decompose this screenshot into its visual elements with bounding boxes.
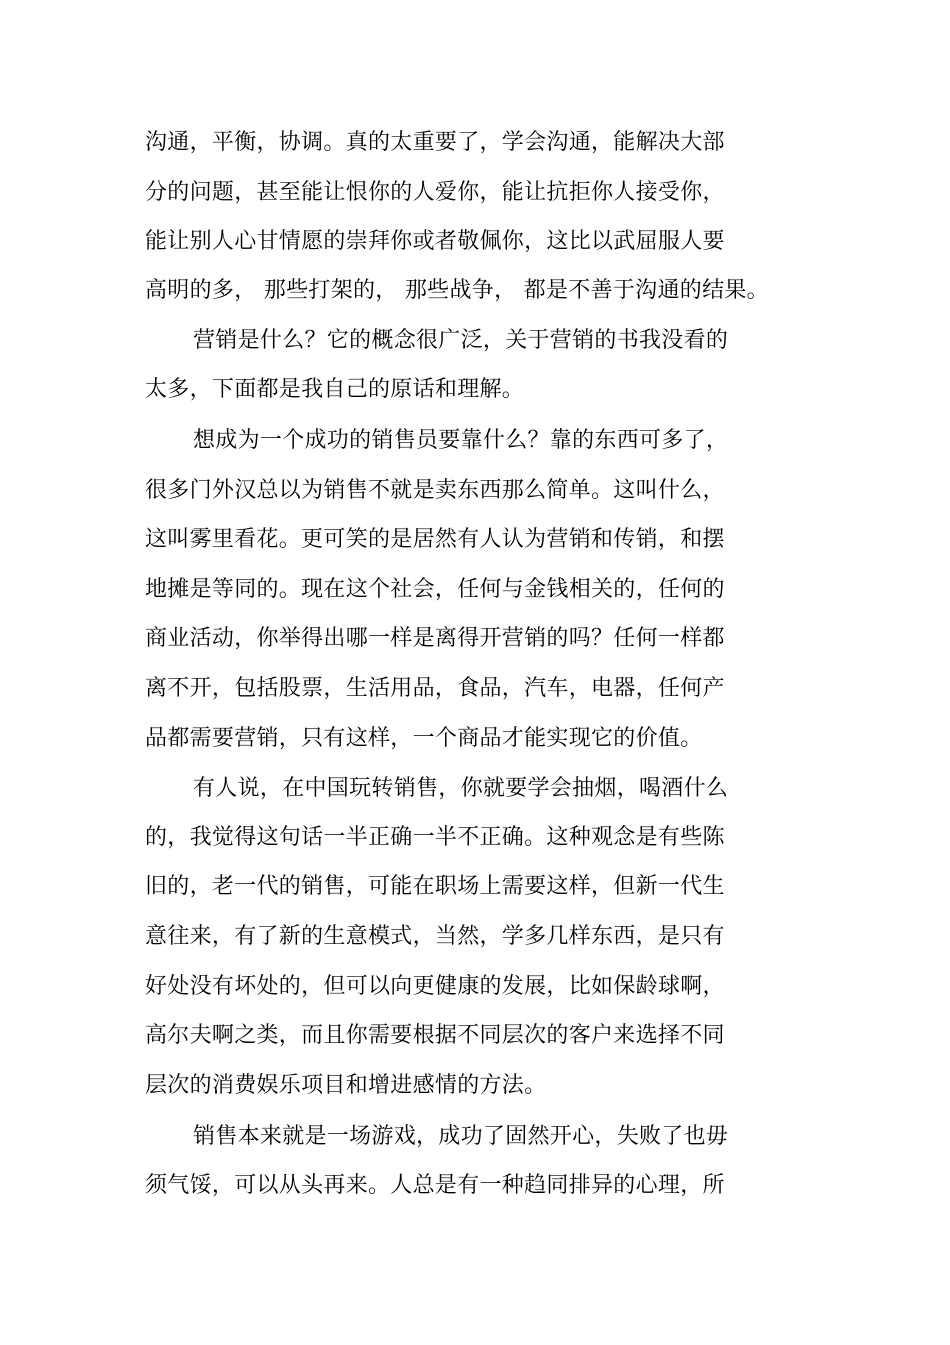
paragraph-first-line: 有人说，在中国玩转销售，你就要学会抽烟，喝酒什么 (193, 776, 729, 801)
text-line: 地摊是等同的。现在这个社会，任何与金钱相关的，任何的 (145, 577, 725, 602)
text-line: 分的问题，甚至能让恨你的人爱你，能让抗拒你人接受你， (145, 180, 725, 205)
text-line: 沟通，平衡，协调。真的太重要了，学会沟通，能解决大部 (145, 130, 725, 155)
text-line: 太多，下面都是我自己的原话和理解。 (145, 377, 525, 402)
paragraph-first-line: 销售本来就是一场游戏，成功了固然开心，失败了也毋 (193, 1124, 729, 1149)
text-line: 离不开，包括股票，生活用品，食品，汽车，电器，任何产 (145, 676, 725, 701)
text-line: 的，我觉得这句话一半正确一半不正确。这种观念是有些陈 (145, 825, 725, 850)
text-line: 很多门外汉总以为销售不就是卖东西那么简单。这叫什么， (145, 478, 725, 503)
text-line: 能让别人心甘情愿的崇拜你或者敬佩你，这比以武屈服人要 (145, 229, 725, 254)
text-line: 须气馁，可以从头再来。人总是有一种趋同排异的心理，所 (145, 1173, 725, 1198)
text-line: 好处没有坏处的，但可以向更健康的发展，比如保龄球啊， (145, 974, 725, 999)
text-line: 层次的消费娱乐项目和增进感情的方法。 (145, 1073, 547, 1098)
paragraph-first-line: 营销是什么？它的概念很广泛，关于营销的书我没看的 (193, 328, 729, 353)
text-line: 高尔夫啊之类，而且你需要根据不同层次的客户来选择不同 (145, 1023, 725, 1048)
paragraph-first-line: 想成为一个成功的销售员要靠什么？靠的东西可多了， (193, 428, 729, 453)
text-line: 高明的多， 那些打架的， 那些战争， 都是不善于沟通的结果。 (145, 278, 769, 303)
text-line: 意往来，有了新的生意模式，当然，学多几样东西，是只有 (145, 924, 725, 949)
text-line: 这叫雾里看花。更可笑的是居然有人认为营销和传销，和摆 (145, 527, 725, 552)
text-line: 商业活动，你举得出哪一样是离得开营销的吗？任何一样都 (145, 626, 725, 651)
text-line: 品都需要营销，只有这样，一个商品才能实现它的价值。 (145, 726, 703, 751)
text-line: 旧的，老一代的销售，可能在职场上需要这样，但新一代生 (145, 874, 725, 899)
